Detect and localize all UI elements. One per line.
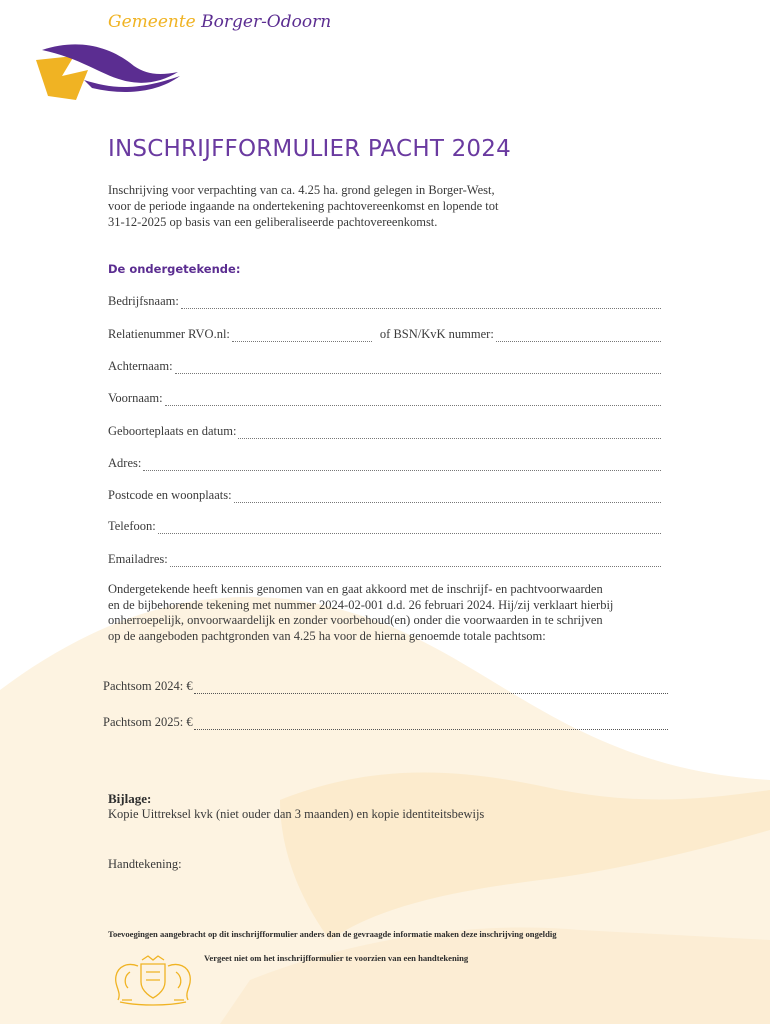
geboorte-field[interactable] [238, 427, 661, 439]
bsn-kvk-label: of BSN/KvK nummer: [379, 327, 494, 341]
signature-reminder-note: Vergeet niet om het inschrijfformulier te voorzien van een handtekening [204, 953, 469, 963]
telefoon-row [108, 518, 661, 534]
signature-label: Handtekening: [108, 857, 182, 871]
geboorte-row [108, 423, 661, 439]
declaration-line: onherroepelijk, onvoorwaardelijk en zonder voorbehoud(en) onder die voorwaarden in te schrijven [108, 613, 603, 627]
declaration-text [108, 582, 668, 644]
bijlage-heading: Bijlage: [108, 791, 152, 806]
pachtsom-2024-label: Pachtsom 2024: € [103, 679, 193, 693]
bedrijfsnaam-row [108, 293, 661, 309]
pachtsom-2025-label: Pachtsom 2025: € [103, 715, 193, 729]
declaration-line: en de bijbehorende tekening met nummer 2024-02-001 d.d. 26 februari 2024. Hij/zij verklaart hierbij [108, 597, 614, 612]
bsn-kvk-field[interactable] [496, 330, 661, 342]
page-title: INSCHRIJFFORMULIER PACHT 2024 [108, 136, 511, 162]
bijlage-text: Kopie Uittreksel kvk (niet ouder dan 3 maanden) en kopie identiteitsbewijs [108, 807, 485, 821]
adres-label: Adres: [108, 456, 142, 470]
email-row [108, 551, 661, 567]
relatienummer-row [108, 326, 661, 342]
telefoon-field[interactable] [158, 522, 661, 534]
pachtsom-2024-row [103, 678, 668, 694]
declaration-line: Ondergetekende heeft kennis genomen van en gaat akkoord met de inschrijf- en pachtvoorwaarden [108, 582, 603, 596]
email-label: Emailadres: [108, 552, 168, 566]
intro-line: 31-12-2025 op basis van een geliberaliseerde pachtovereenkomst. [108, 215, 438, 229]
intro-text [108, 182, 578, 230]
voornaam-label: Voornaam: [108, 391, 163, 405]
invalid-additions-note: Toevoegingen aangebracht op dit inschrijfformulier anders dan de gevraagde informatie maken deze inschrijving ongeldig [108, 929, 557, 939]
postcode-field[interactable] [234, 491, 661, 503]
geboorte-label: Geboorteplaats en datum: [108, 424, 237, 438]
adres-field[interactable] [143, 459, 661, 471]
telefoon-label: Telefoon: [108, 519, 156, 533]
brand-part1: Gemeente [108, 12, 196, 32]
achternaam-row [108, 358, 661, 374]
voornaam-field[interactable] [165, 394, 661, 406]
bedrijfsnaam-label: Bedrijfsnaam: [108, 294, 179, 308]
gemeente-logo-icon [30, 36, 182, 106]
brand-part2: Borger-Odoorn [201, 12, 332, 32]
postcode-row [108, 487, 661, 503]
coat-of-arms-icon [108, 952, 198, 1006]
municipality-name [108, 12, 331, 32]
relatienummer-label: Relatienummer RVO.nl: [108, 327, 230, 341]
achternaam-field[interactable] [175, 362, 661, 374]
pachtsom-2025-row [103, 714, 668, 730]
section-heading: De ondergetekende: [108, 262, 241, 276]
declaration-line: op de aangeboden pachtgronden van 4.25 ha voor de hierna genoemde totale pachtsom: [108, 628, 546, 643]
intro-line: voor de periode ingaande na ondertekening pachtovereenkomst en lopende tot [108, 199, 499, 213]
adres-row [108, 455, 661, 471]
pachtsom-2025-field[interactable] [194, 718, 668, 730]
intro-line: Inschrijving voor verpachting van ca. 4.25 ha. grond gelegen in Borger-West, [108, 183, 495, 197]
postcode-label: Postcode en woonplaats: [108, 488, 232, 502]
pachtsom-2024-field[interactable] [194, 682, 668, 694]
email-field[interactable] [170, 555, 661, 567]
voornaam-row [108, 390, 661, 406]
achternaam-label: Achternaam: [108, 359, 173, 373]
relatienummer-field[interactable] [232, 330, 372, 342]
bedrijfsnaam-field[interactable] [181, 297, 661, 309]
